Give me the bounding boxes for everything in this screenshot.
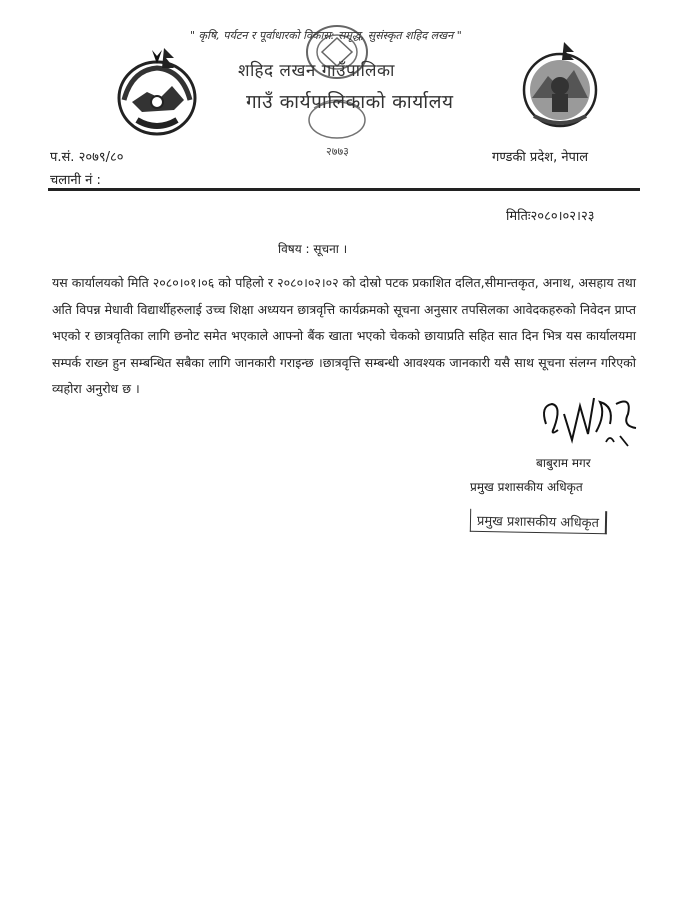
municipality-name: शहिद लखन गाउँपालिका bbox=[238, 61, 395, 81]
letter-subject: विषय : सूचना । bbox=[278, 242, 348, 256]
signature-icon bbox=[536, 384, 646, 456]
designation-stamp: प्रमुख प्रशासकीय अधिकृत bbox=[470, 509, 607, 534]
stamp-number: २७७३ bbox=[326, 145, 349, 158]
header-divider bbox=[48, 188, 640, 191]
signer-title: प्रमुख प्रशासकीय अधिकृत bbox=[470, 480, 583, 494]
office-name: गाउँ कार्यपालिकाको कार्यालय bbox=[246, 91, 454, 113]
chalani-number: चलानी नं : bbox=[50, 173, 101, 188]
letter-date: मितिः२०८०।०२।२३ bbox=[506, 209, 595, 224]
signer-name: बाबुराम मगर bbox=[536, 456, 591, 470]
letterhead-motto: " कृषि, पर्यटन र पूर्वाधारको विकास: समृद्ध, सुसंस्कृत शहिद लखन " bbox=[190, 29, 462, 42]
nepal-emblem-icon bbox=[112, 40, 202, 138]
letter-body: यस कार्यालयको मिति २०८०।०१।०६ को पहिलो र २०८०।०२।०२ को दोस्रो पटक प्रकाशित दलित,सीमान्तकृत, अनाथ, असहाय तथा अति विपन्न मेधावी विद्यार्थीहरुलाई उच्च शिक्षा अध्ययन छात्रवृत्ति कार्यक्रमको सूचना अनुसार तपसिलका आवेदकहरुको निवेदन प्राप्त भएको र छात्रवृतिका लागि छनोट समेत भएकाले आफ्नो बैंक खाता भएको चेकको छायाप्रति सहित सात दिन भित्र यस कार्यालयमा सम्पर्क राख्न हुन सम्बन्धित सबैका लागि जानकारी गराइन्छ ।छात्रवृत्ति सम्बन्धी आवश्यक जानकारी यसै साथ सूचना संलग्न गरिएको व्यहोरा अनुरोध छ । bbox=[52, 275, 636, 396]
province-label: गण्डकी प्रदेश, नेपाल bbox=[492, 150, 589, 165]
municipality-logo-icon bbox=[520, 42, 600, 128]
fiscal-year: प.सं. २०७९/८० bbox=[50, 150, 124, 165]
